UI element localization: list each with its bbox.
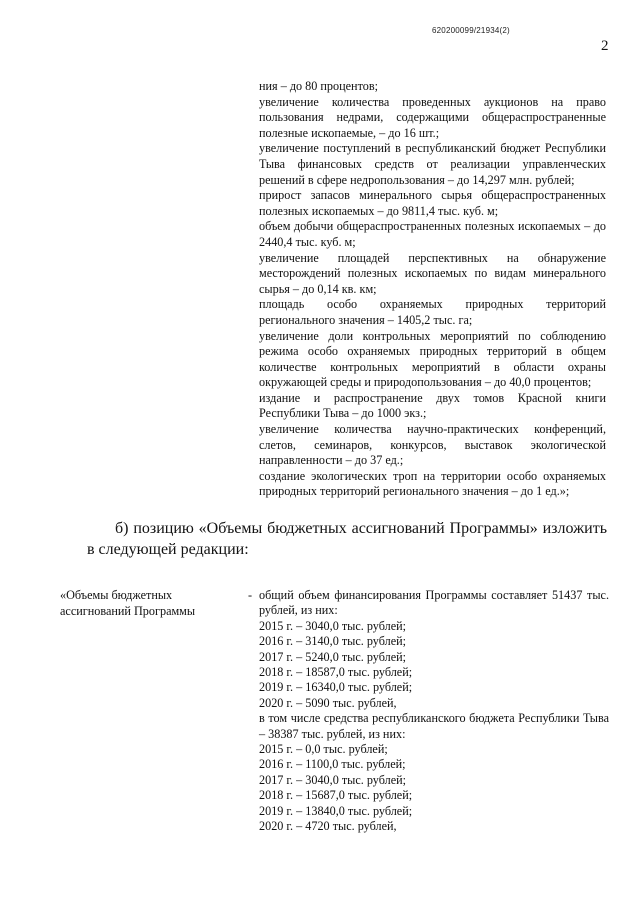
indicator-item: увеличение поступлений в республиканский бюджет Республики Тыва финансовых средств от реализации управленческих решений в сфере недропользования – до 14,297 млн. рублей; [259,141,606,187]
indicator-list [259,79,606,500]
budget-lines [259,588,609,835]
budget-line: 2017 г. – 5240,0 тыс. рублей; [259,649,407,664]
budget-line: 2020 г. – 5090 тыс. рублей, [259,695,397,710]
document-id: 620200099/21934(2) [432,26,510,35]
budget-line: 2016 г. – 1100,0 тыс. рублей; [259,757,406,772]
budget-line: 2016 г. – 3140,0 тыс. рублей; [259,634,407,649]
indicator-item: прирост запасов минерального сырья общераспространенных полезных ископаемых – до 9811,4 тыс. куб. м; [259,188,606,218]
budget-line: 2015 г. – 3040,0 тыс. рублей; [259,618,407,633]
indicator-item: увеличение количества проведенных аукционов на право пользования недрами, содержащими общераспространенные полезные ископаемые, – до 16 шт.; [259,94,606,140]
indicator-item: увеличение количества научно-практических конференций, слетов, семинаров, конкурсов, выставок экологической направленности – до 37 ед.; [259,422,606,468]
indicator-item: увеличение доли контрольных мероприятий по соблюдению режима особо охраняемых природных территорий в общем количестве контрольных мероприятий в области охраны окружающей среды и природопользования – до 40,0 процентов; [259,328,606,390]
indicator-item: площадь особо охраняемых природных территорий регионального значения – 1405,2 тыс. га; [259,297,606,327]
budget-line: 2019 г. – 16340,0 тыс. рублей; [259,680,413,695]
budget-line: 2020 г. – 4720 тыс. рублей, [259,819,397,834]
budget-line: 2019 г. – 13840,0 тыс. рублей; [259,803,413,818]
budget-line: 2017 г. – 3040,0 тыс. рублей; [259,772,407,787]
budget-dash: - [248,588,253,602]
indicator-item: увеличение площадей перспективных на обнаружение месторождений полезных ископаемых по видам минерального сырья – до 0,14 кв. км; [259,250,606,296]
budget-line: 2015 г. – 0,0 тыс. рублей; [259,742,388,757]
indicator-item: издание и распространение двух томов Красной книги Республики Тыва – до 1000 экз.; [259,390,606,421]
budget-line: 2018 г. – 15687,0 тыс. рублей; [259,788,413,803]
budget-label: «Объемы бюджетных ассигнований Программы [60,588,196,618]
budget-line: 2018 г. – 18587,0 тыс. рублей; [259,665,413,680]
indicator-item: ния – до 80 процентов; [259,79,378,93]
budget-line: в том числе средства республиканского бюджета Республики Тыва – 38387 тыс. рублей, из них: [259,711,609,741]
indicator-item: объем добычи общераспространенных полезных ископаемых – до 2440,4 тыс. куб. м; [259,219,606,249]
page-number: 2 [601,38,609,54]
section-b-paragraph: б) позицию «Объемы бюджетных ассигнований Программы» изложить в следующей редакции: [87,520,607,558]
budget-line: общий объем финансирования Программы составляет 51437 тыс. рублей, из них: [259,588,609,618]
indicator-item: создание экологических троп на территории особо охраняемых природных территорий регионального значения – до 1 ед.»; [259,468,606,499]
